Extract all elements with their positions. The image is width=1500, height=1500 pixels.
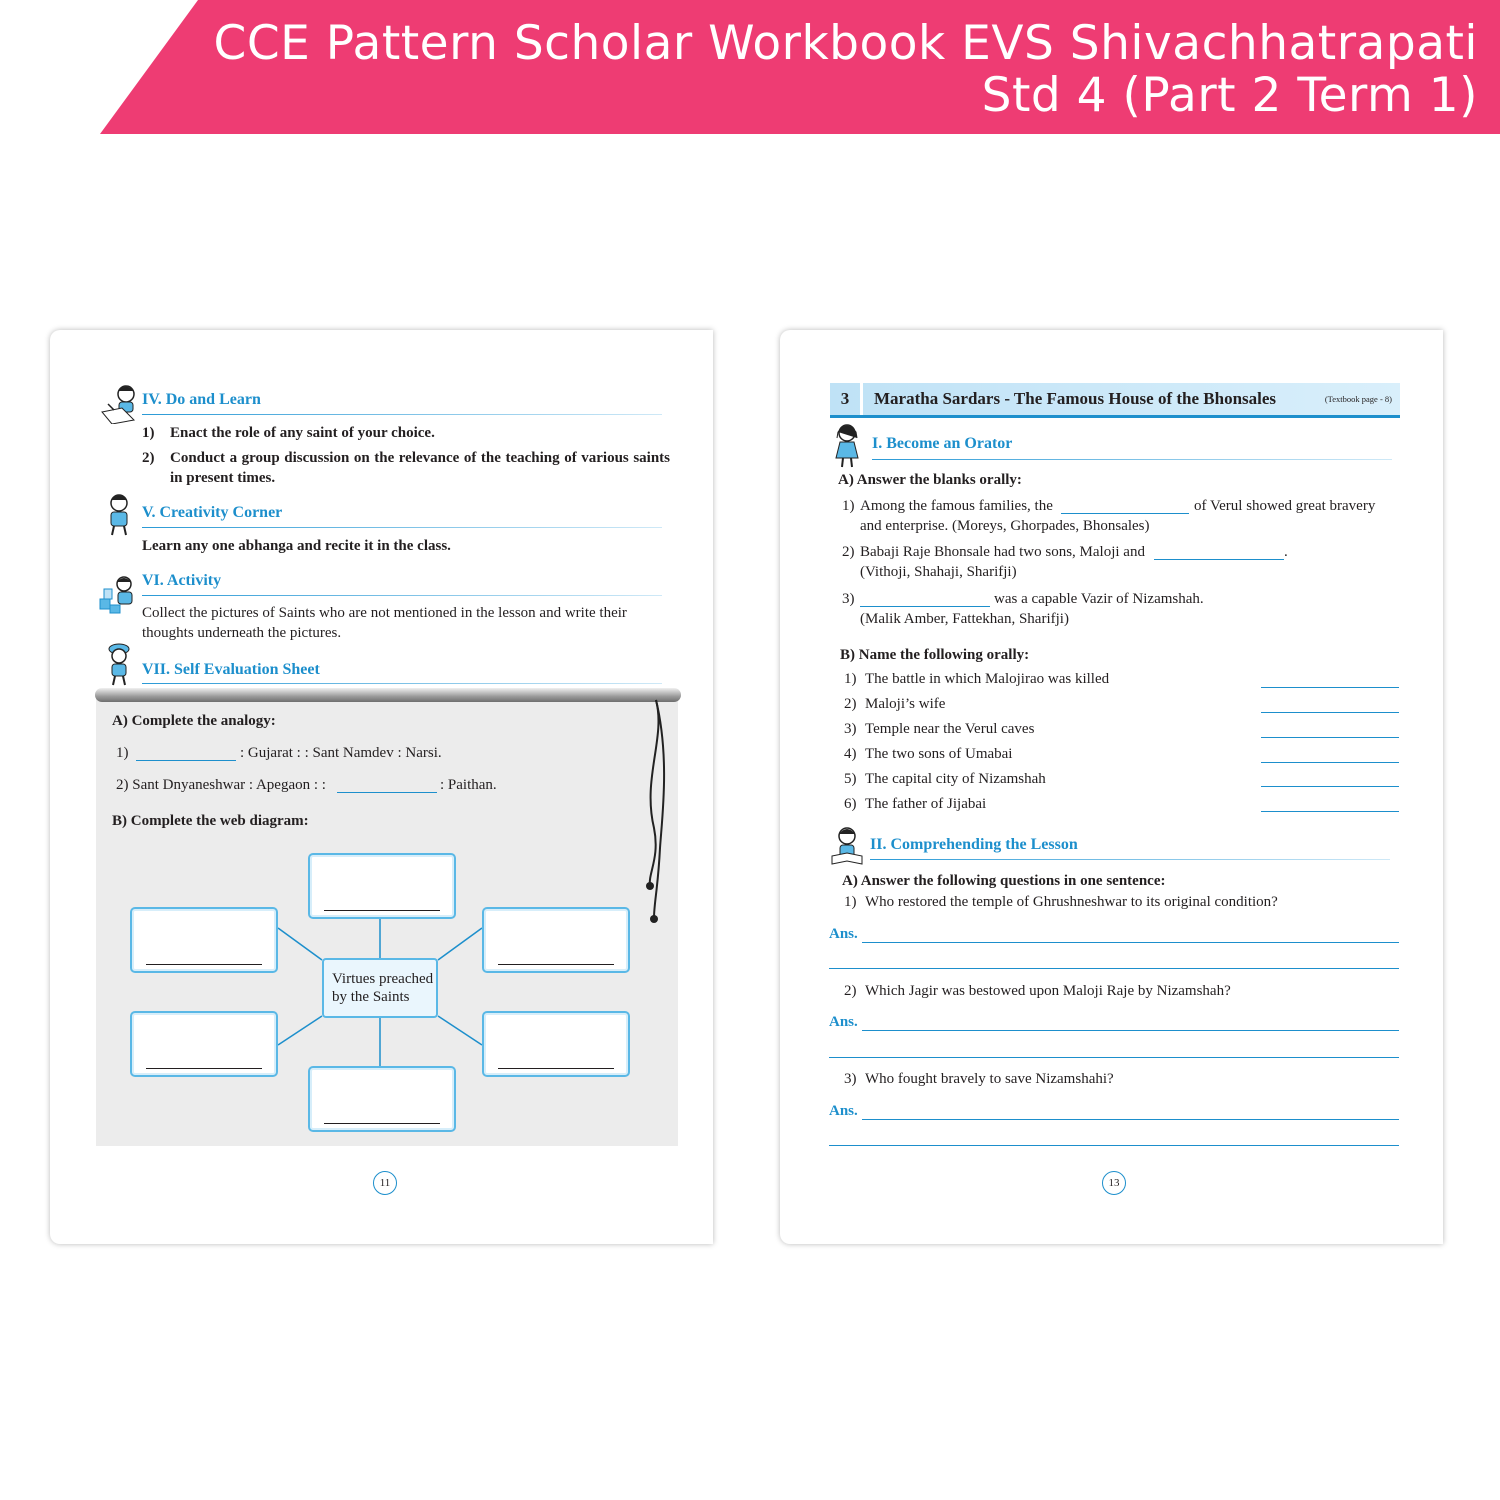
name-item-num: 5): [844, 771, 857, 787]
web-box-top[interactable]: [308, 853, 456, 919]
blank-q1-options: and enterprise. (Moreys, Ghorpades, Bhonsales): [860, 518, 1150, 534]
blank-q1-pre: Among the famous families, the: [860, 498, 1053, 514]
answer-line[interactable]: [862, 1030, 1399, 1031]
blank-q3-post: was a capable Vazir of Nizamshah.: [994, 591, 1204, 607]
chapter-title-bar: [830, 383, 1400, 418]
name-item-num: 3): [844, 721, 857, 737]
name-following-heading: B) Name the following orally:: [840, 647, 1030, 663]
banner-title: [214, 18, 1478, 122]
section-divider: [870, 859, 1390, 860]
chapter-textbook-ref: (Textbook page - 8): [1324, 394, 1392, 404]
question-num: 1): [844, 894, 857, 910]
answer-line[interactable]: [862, 942, 1399, 943]
orator-heading: I. Become an Orator: [872, 435, 1013, 452]
girl-speaking-icon: [830, 422, 864, 468]
activity-heading: VI. Activity: [142, 572, 222, 589]
name-item-num: 4): [844, 746, 857, 762]
answer-line[interactable]: [829, 1145, 1399, 1146]
name-item-num: 2): [844, 696, 857, 712]
answer-line[interactable]: [829, 968, 1399, 969]
name-item-answer-line[interactable]: [1261, 737, 1399, 738]
name-item-answer-line[interactable]: [1261, 762, 1399, 763]
self-eval-heading: VII. Self Evaluation Sheet: [142, 661, 320, 678]
name-item-text: The battle in which Malojirao was killed: [865, 671, 1110, 687]
right-page: [780, 330, 1443, 1244]
web-heading: B) Complete the web diagram:: [112, 813, 309, 829]
chapter-title: Maratha Sardars - The Famous House of the Bhonsales: [874, 389, 1277, 408]
name-item-answer-line[interactable]: [1261, 712, 1399, 713]
web-box-bottom[interactable]: [308, 1066, 456, 1132]
answer-line[interactable]: [829, 1057, 1399, 1058]
web-box-lower-right[interactable]: [482, 1011, 630, 1077]
name-item-num: 1): [844, 671, 857, 687]
blank-q3-line[interactable]: [860, 606, 990, 607]
question-text: Who fought bravely to save Nizamshahi?: [865, 1071, 1114, 1087]
creativity-text: Learn any one abhanga and recite it in the class.: [142, 538, 451, 554]
ans-label: Ans.: [829, 1103, 858, 1119]
page-number-left: 11: [373, 1171, 397, 1195]
web-box-upper-right[interactable]: [482, 907, 630, 973]
analogy-1-num: 1): [116, 745, 129, 761]
name-item-text: Temple near the Verul caves: [865, 721, 1035, 737]
blank-q3-num: 3): [842, 591, 855, 607]
section-divider: [872, 459, 1392, 460]
banner-title-line1: CCE Pattern Scholar Workbook EVS Shivachhatrapati: [213, 16, 1478, 71]
web-box-upper-left[interactable]: [130, 907, 278, 973]
name-item-answer-line[interactable]: [1261, 687, 1399, 688]
ans-label: Ans.: [829, 926, 858, 942]
left-page: [50, 330, 713, 1244]
banner-title-line2: Std 4 (Part 2 Term 1): [981, 68, 1478, 123]
page-number-right: 13: [1102, 1171, 1126, 1195]
blank-q2-line[interactable]: [1154, 559, 1284, 560]
question-text: Which Jagir was bestowed upon Maloji Raje by Nizamshah?: [865, 983, 1231, 999]
blank-q1-line[interactable]: [1061, 513, 1189, 514]
analogy-2-post: : Paithan.: [440, 777, 497, 793]
ans-label: Ans.: [829, 1014, 858, 1030]
do-learn-num-2: 2): [142, 450, 155, 466]
analogy-2-pre: 2) Sant Dnyaneshwar : Apegaon : :: [116, 777, 326, 793]
name-item-text: Maloji’s wife: [865, 696, 946, 712]
blank-q2-pre: Babaji Raje Bhonsale had two sons, Maloji and: [860, 544, 1145, 560]
title-banner: [0, 0, 1500, 134]
blank-q3-options: (Malik Amber, Fattekhan, Sharifji): [860, 611, 1069, 627]
blank-q2-options: (Vithoji, Shahaji, Sharifji): [860, 564, 1017, 580]
blank-q1-post: of Verul showed great bravery: [1194, 498, 1376, 514]
chapter-number: 3: [830, 383, 863, 415]
name-item-answer-line[interactable]: [1261, 786, 1399, 787]
blank-q1-num: 1): [842, 498, 855, 514]
name-item-answer-line[interactable]: [1261, 811, 1399, 812]
answer-line[interactable]: [862, 1119, 1399, 1120]
do-learn-item-1: Enact the role of any saint of your choice.: [170, 425, 435, 441]
do-learn-item-2: Conduct a group discussion on the relevance of the teaching of various saints in present times.: [170, 450, 670, 486]
question-num: 2): [844, 983, 857, 999]
web-box-lower-left[interactable]: [130, 1011, 278, 1077]
name-item-text: The father of Jijabai: [865, 796, 987, 812]
creativity-heading: V. Creativity Corner: [142, 504, 283, 521]
name-item-num: 6): [844, 796, 857, 812]
do-learn-num-1: 1): [142, 425, 155, 441]
analogy-1-text: : Gujarat : : Sant Namdev : Narsi.: [240, 745, 442, 761]
one-sentence-heading: A) Answer the following questions in one sentence:: [842, 873, 1166, 889]
analogy-heading: A) Complete the analogy:: [112, 713, 276, 729]
do-and-learn-heading: IV. Do and Learn: [142, 391, 261, 408]
blank-q2-num: 2): [842, 544, 855, 560]
question-text: Who restored the temple of Ghrushneshwar to its original condition?: [865, 894, 1278, 910]
name-item-text: The two sons of Umabai: [865, 746, 1013, 762]
blank-q2-post: .: [1284, 544, 1288, 560]
name-item-text: The capital city of Nizamshah: [865, 771, 1046, 787]
web-center-box: Virtues preached by the Saints: [322, 958, 438, 1018]
question-num: 3): [844, 1071, 857, 1087]
activity-text: Collect the pictures of Saints who are not mentioned in the lesson and write their thoughts underneath the pictures.: [142, 605, 627, 641]
comprehension-heading: II. Comprehending the Lesson: [870, 836, 1078, 853]
blanks-heading: A) Answer the blanks orally:: [838, 472, 1022, 488]
boy-reading-icon: [830, 826, 864, 868]
